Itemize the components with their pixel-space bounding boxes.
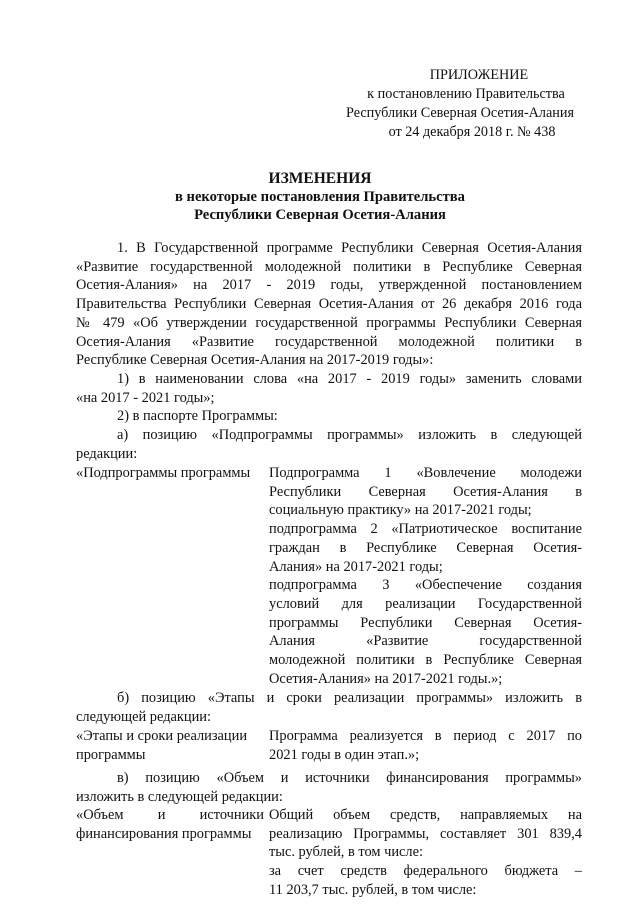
- appendix-title: ПРИЛОЖЕНИЕ: [429, 67, 529, 83]
- text-line: социальную практику» на 2017-2021 годы;: [269, 502, 532, 519]
- text-line: б) позицию «Этапы и сроки реализации программы» изложить в: [117, 690, 582, 706]
- row-label: [76, 464, 264, 483]
- table-row-stages: [76, 727, 582, 765]
- table-row-subprograms: [76, 464, 582, 690]
- text-line: подпрограмма 2 «Патриотическое воспитание: [269, 521, 582, 538]
- text-line: условий для реализации Государственной: [269, 595, 582, 612]
- row-value: [269, 727, 582, 764]
- table-row-finance: [76, 806, 582, 902]
- text-line: Республики Северная Осетия-Алания в: [269, 483, 582, 500]
- paragraph-sub-v: [76, 769, 582, 806]
- text-line: Алания «Развитие государственной: [269, 633, 582, 650]
- text-line: Осетия-Алания «Развитие государственной молодежной политики в: [76, 333, 582, 350]
- text-line: «на 2017 - 2021 годы»;: [76, 389, 215, 406]
- row-value: [269, 806, 582, 900]
- document-title: ИЗМЕНЕНИЯ: [268, 170, 372, 187]
- appendix-line: от 24 декабря 2018 г. № 438: [388, 124, 556, 140]
- text-line: а) позицию «Подпрограммы программы» изложить в следующей: [117, 427, 582, 444]
- text-line: Программа реализуется в период с 2017 по: [269, 728, 582, 744]
- document-subtitle: в некоторые постановления Правительства: [175, 189, 465, 205]
- text-line: «Этапы и сроки реализации: [76, 728, 248, 744]
- appendix-line: Республики Северная Осетия-Алания: [345, 105, 574, 121]
- text-line: Осетия-Алания» на 2017 - 2019 годы, утвержденной постановлением: [76, 277, 582, 294]
- text-line: в) позицию «Объем и источники финансирования программы»: [117, 770, 582, 786]
- text-line: программы: [76, 746, 146, 763]
- text-line: «Развитие государственной молодежной политики в Республике Северная: [76, 258, 582, 275]
- text-line: 2) в паспорте Программы:: [117, 408, 278, 425]
- document-subtitle: Республики Северная Осетия-Алания: [194, 207, 446, 223]
- text-line: следующей редакции:: [76, 708, 211, 725]
- text-line: Республике Северная Осетия-Алания на 2017-2019 годы»:: [76, 352, 434, 369]
- text-line: за счет средств федерального бюджета –: [269, 863, 582, 880]
- text-line: «Объем и источники: [76, 807, 264, 823]
- appendix-line: к постановлению Правительства: [367, 86, 565, 102]
- row-value: [269, 464, 582, 688]
- text-line: граждан в Республике Северная Осетия-: [269, 539, 582, 556]
- text-line: № 479 «Об утверждении государственной программы Республики Северная: [76, 314, 582, 331]
- text-line: «Подпрограммы программы: [76, 465, 251, 481]
- text-line: редакции:: [76, 445, 138, 462]
- row-label: [76, 806, 264, 843]
- text-line: 1) в наименовании слова «на 2017 - 2019 годы» заменить словами: [117, 370, 582, 387]
- text-line: молодежной политики в Республике Северная: [269, 652, 582, 669]
- paragraph-sub-b: [76, 689, 582, 726]
- text-line: 2021 годы в один этап.»;: [269, 746, 420, 763]
- text-line: Алания» на 2017-2021 годы;: [269, 558, 443, 575]
- text-line: 11 203,7 тыс. рублей, в том числе:: [269, 881, 477, 898]
- text-line: Правительства Республики Северная Осетия-Алания от 26 декабря 2016 года: [76, 296, 582, 313]
- row-label: [76, 727, 264, 764]
- text-line: программы Республики Северная Осетия-: [269, 614, 582, 631]
- text-line: тыс. рублей, в том числе:: [269, 844, 423, 861]
- appendix-block: [330, 66, 590, 142]
- text-line: финансирования программы: [76, 825, 252, 842]
- text-line: Осетия-Алания» на 2017-2021 годы.»;: [269, 670, 503, 687]
- text-line: 1. В Государственной программе Республики Северная Осетия-Алания: [117, 240, 582, 256]
- text-line: подпрограмма 3 «Обеспечение создания: [269, 577, 582, 594]
- paragraph-item-1: [76, 239, 582, 463]
- text-line: изложить в следующей редакции:: [76, 788, 283, 805]
- text-line: Подпрограмма 1 «Вовлечение молодежи: [269, 465, 582, 481]
- text-line: Общий объем средств, направляемых на: [269, 807, 582, 823]
- text-line: реализацию Программы, составляет 301 839,4: [269, 825, 582, 842]
